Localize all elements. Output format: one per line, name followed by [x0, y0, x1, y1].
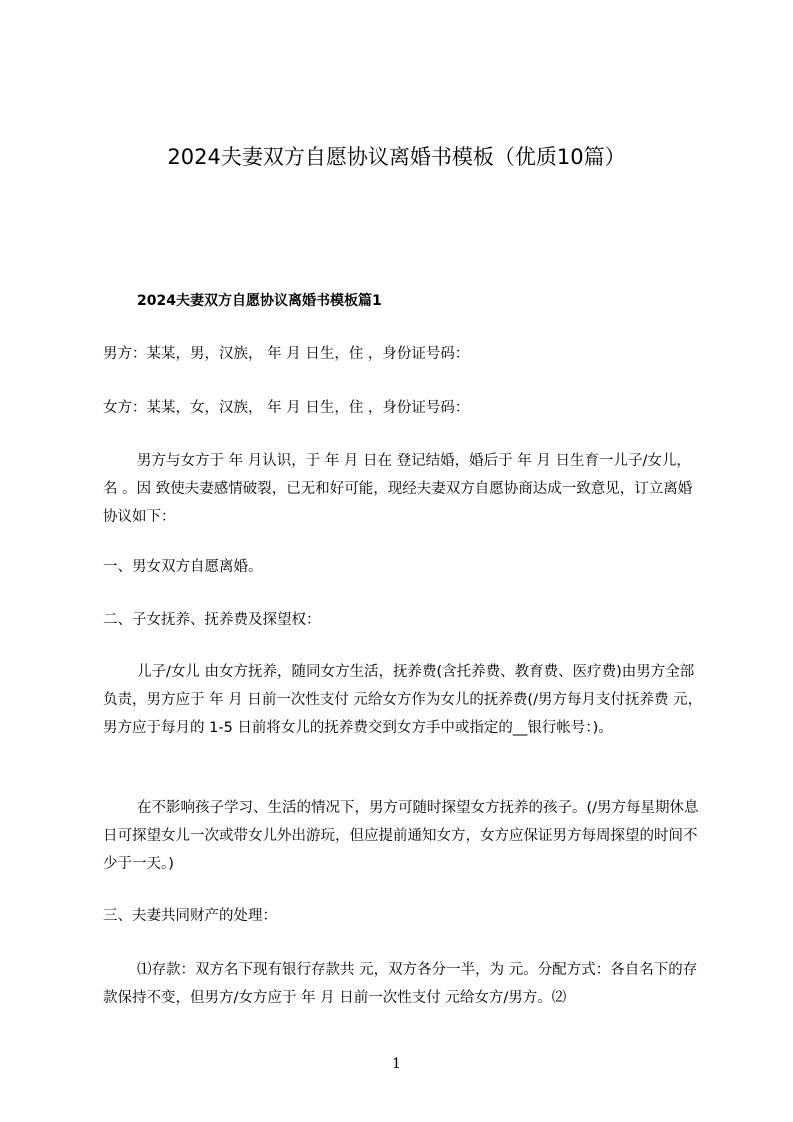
paragraph-clause-1: 一、男女双方自愿离婚。	[103, 559, 263, 575]
paragraph-husband-info: 男方：某某，男，汉族， 年 月 日生，住 ，身份证号码：	[103, 346, 470, 362]
paragraph-savings: ⑴存款：双方名下现有银行存款共 元，双方各分一半，为 元。分配方式：各自名下的存款保持不变，但男方/女方应于 年 月 日前一次性支付 元给女方/男方。⑵	[103, 962, 698, 1006]
section-heading: 2024夫妻双方自愿协议离婚书模板篇1	[137, 293, 382, 309]
paragraph-clause-2-heading: 二、子女抚养、抚养费及探望权：	[103, 612, 321, 628]
paragraph-marriage-background: 男方与女方于 年 月认识，于 年 月 日在 登记结婚，婚后于 年 月 日生育一儿子/女儿，名 。因 致使夫妻感情破裂，已无和好可能，现经夫妻双方自愿协商达成一致意见，订立离婚协议如下：	[103, 453, 693, 525]
paragraph-child-support: 儿子/女儿 由女方抚养，随同女方生活，抚养费(含托养费、教育费、医疗费)由男方全部负责，男方应于 年 月 日前一次性支付 元给女方作为女儿的抚养费(/男方每月支付抚养费 元，男方应于每月的 1-5 日前将女儿的抚养费交到女方手中或指定的__银行帐号：)。	[103, 664, 703, 736]
page-number: 1	[392, 1056, 401, 1072]
paragraph-visitation: 在不影响孩子学习、生活的情况下，男方可随时探望女方抚养的孩子。(/男方每星期休息日可探望女儿一次或带女儿外出游玩，但应提前通知女方，女方应保证男方每周探望的时间不少于一天。)	[103, 800, 699, 872]
paragraph-wife-info: 女方：某某，女，汉族， 年 月 日生，住 ，身份证号码：	[103, 400, 470, 416]
document-title: 2024夫妻双方自愿协议离婚书模板（优质10篇）	[167, 145, 626, 169]
paragraph-clause-3-heading: 三、夫妻共同财产的处理：	[103, 908, 277, 924]
